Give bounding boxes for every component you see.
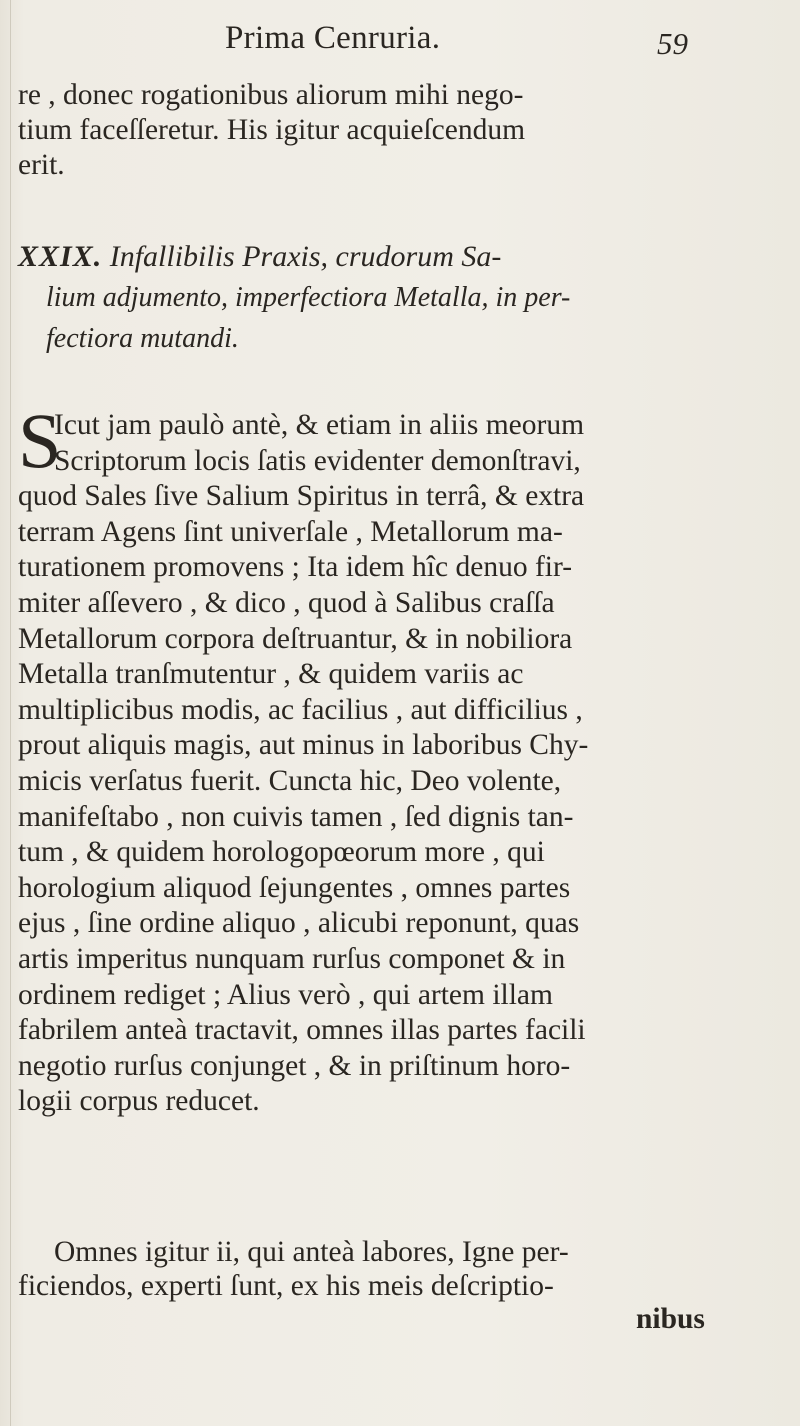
page-number: 59: [657, 26, 688, 61]
text-line: logii corpus reducet.: [18, 1085, 260, 1118]
page-gutter: [10, 0, 11, 1426]
chapter-title-line: Infallibilis Praxis, crudorum Sa-: [109, 240, 502, 273]
paragraph-final: [18, 1235, 790, 1303]
text-line: terram Agens ſint univerſale , Metallorum ma-: [18, 515, 563, 548]
text-line: negotio rurſus conjunget , & in priſtinum horo-: [18, 1049, 571, 1082]
text-line: multiplicibus modis, ac facilius , aut difficilius ,: [18, 693, 583, 726]
text-line: fabrilem anteà tractavit, omnes illas partes facili: [18, 1014, 586, 1047]
text-line: Scriptorum locis ſatis evidenter demonſtravi,: [54, 444, 581, 477]
paragraph-main: [18, 397, 790, 1120]
text-line: ficiendos, experti ſunt, ex his meis deſcriptio-: [18, 1270, 554, 1302]
text-line: ordinem rediget ; Alius verò , qui artem illam: [18, 978, 553, 1011]
paragraph-continuation: [18, 78, 790, 183]
text-line: Metalla tranſmutentur , & quidem variis ac: [18, 658, 524, 691]
text-line: tium faceſſeretur. His igitur acquieſcendum: [18, 114, 526, 146]
text-line: horologium aliquod ſejungentes , omnes partes: [18, 871, 571, 904]
chapter-heading: [18, 236, 790, 359]
text-line: prout aliquis magis, aut minus in laboribus Chy-: [18, 729, 589, 762]
text-line: quod Sales ſive Salium Spiritus in terrâ, & extra: [18, 480, 585, 513]
text-line: Metallorum corpora deſtruantur, & in nobiliora: [18, 622, 573, 655]
drop-cap: S: [18, 397, 62, 484]
text-line: re , donec rogationibus aliorum mihi nego-: [18, 79, 524, 111]
text-line: manifeſtabo , non cuivis tamen , ſed dignis tan-: [18, 800, 574, 833]
text-line: micis verſatus fuerit. Cuncta hic, Deo volente,: [18, 764, 562, 797]
chapter-title-line: lium adjumento, imperfectiora Metalla, in per-: [46, 282, 571, 313]
text-line: Icut jam paulò antè, & etiam in aliis meorum: [54, 409, 585, 441]
catchword: nibus: [636, 1303, 705, 1335]
chapter-number: XXIX.: [18, 240, 103, 273]
text-line: erit.: [18, 149, 65, 181]
chapter-heading-line: [18, 236, 790, 277]
running-title: Prima Cenruria.: [225, 20, 441, 56]
text-line: artis imperitus nunquam rurſus componet & in: [18, 942, 566, 975]
text-line: tum , & quidem horologopœorum more , qui: [18, 836, 545, 869]
text-line: ejus , ſine ordine aliquo , alicubi reponunt, quas: [18, 907, 580, 940]
text-line: Omnes igitur ii, qui anteà labores, Igne per-: [54, 1236, 569, 1268]
page-header: [0, 14, 800, 64]
text-line: miter aſſevero , & dico , quod à Salibus craſſa: [18, 586, 555, 619]
chapter-title-line: fectiora mutandi.: [46, 323, 239, 354]
text-line: turationem promovens ; Ita idem hîc denuo fir-: [18, 551, 573, 584]
